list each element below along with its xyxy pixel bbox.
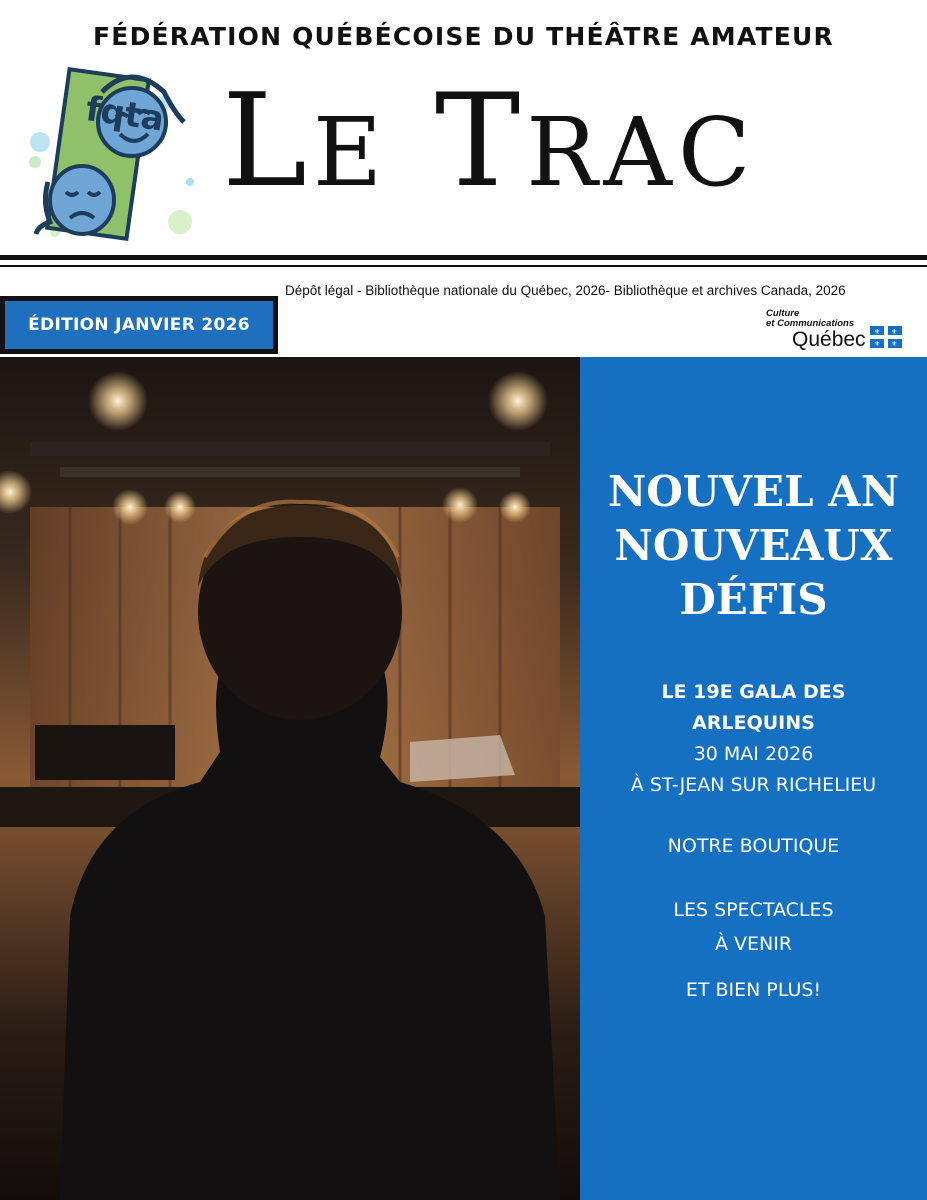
headline-line-1: NOUVEL AN: [607, 467, 900, 516]
svg-text:⚜: ⚜: [874, 340, 881, 348]
quebec-tagline: Culture et Communications: [766, 308, 855, 329]
masthead-title: LE TRAC: [222, 67, 757, 216]
federation-title: FÉDÉRATION QUÉBÉCOISE DU THÉÂTRE AMATEUR: [93, 22, 834, 51]
more-teaser: ET BIEN PLUS!: [685, 979, 822, 1001]
boutique-teaser: NOTRE BOUTIQUE: [667, 835, 840, 857]
edition-label: ÉDITION JANVIER 2026: [5, 301, 273, 349]
gala-title-line-1: LE 19E GALA DES: [661, 681, 846, 703]
quebec-culture-logo: [760, 309, 910, 351]
headline-line-2: NOUVEAUX: [614, 521, 893, 570]
headline-line-3: DÉFIS: [679, 575, 828, 624]
header-rule-thick: [0, 255, 927, 260]
legal-notice: Dépôt légal - Bibliothèque nationale du Québec, 2026- Bibliothèque et archives Canada, 2026: [285, 283, 846, 298]
svg-text:⚜: ⚜: [874, 328, 881, 336]
gala-date: 30 MAI 2026: [693, 743, 814, 765]
cover-photo: [0, 357, 580, 1200]
svg-text:⚜: ⚜: [891, 328, 898, 336]
quebec-flag-icon: [870, 326, 902, 348]
fqta-logo: [20, 62, 200, 247]
spectacles-teaser-line-2: À VENIR: [714, 933, 793, 955]
cover-sidebar: [580, 357, 927, 1200]
gala-title-line-2: ARLEQUINS: [692, 712, 815, 734]
header-rule-thin: [0, 265, 927, 267]
svg-text:fqta: fqta: [83, 89, 167, 140]
svg-text:⚜: ⚜: [891, 340, 898, 348]
headline: [580, 465, 927, 627]
quebec-wordmark: Québec: [792, 328, 866, 351]
spectacles-teaser-line-1: LES SPECTACLES: [673, 899, 834, 921]
edition-badge: [0, 296, 278, 354]
gala-place: À ST-JEAN SUR RICHELIEU: [630, 774, 877, 796]
